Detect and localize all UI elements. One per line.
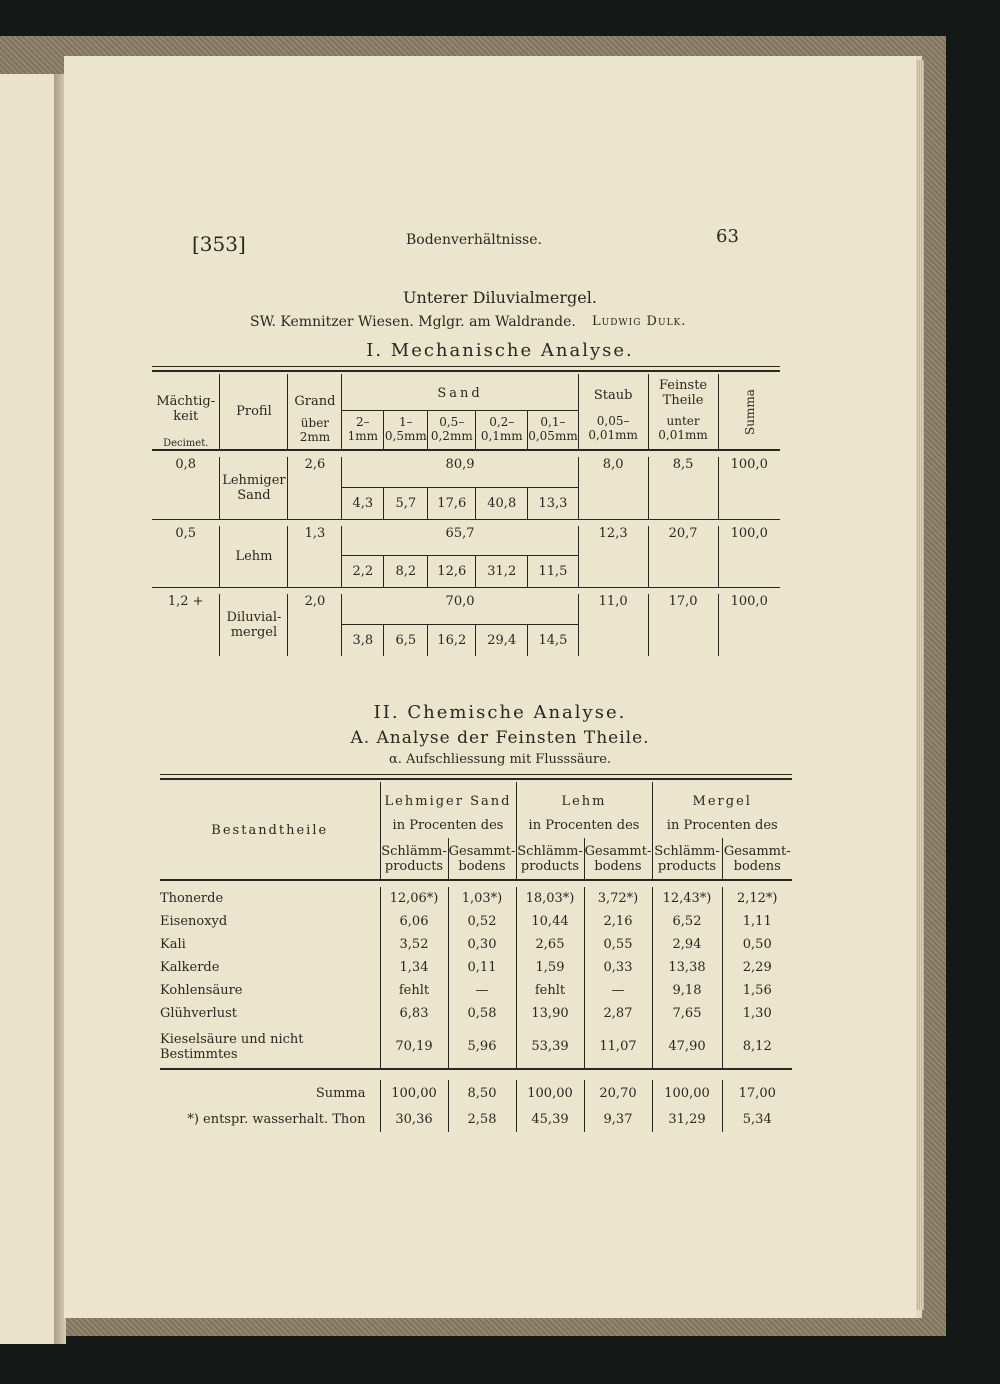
header-group: Lehmiger Sand xyxy=(380,782,516,812)
cell: — xyxy=(584,979,652,1002)
table-row xyxy=(160,1002,792,1025)
cell-sand: 4,3 xyxy=(342,487,384,519)
cell: 100,00 xyxy=(516,1080,584,1106)
header-sand-col: 1–0,5mm xyxy=(384,410,428,450)
cell: 12,06*) xyxy=(380,887,448,910)
cell-sand: 31,2 xyxy=(476,556,528,588)
cell: — xyxy=(448,979,516,1002)
section-a: A. Analyse der Feinsten Theile. xyxy=(350,728,650,748)
header-feinste-sub: unter 0,01mm xyxy=(648,410,718,450)
row-thon xyxy=(160,1106,792,1132)
row-label: Kohlensäure xyxy=(160,983,243,998)
cell: 0,55 xyxy=(584,933,652,956)
cell: 2,87 xyxy=(584,1002,652,1025)
cell-sand: 12,6 xyxy=(428,556,476,588)
cell: 2,65 xyxy=(516,933,584,956)
cell: 100,00 xyxy=(380,1080,448,1106)
row-summa xyxy=(160,1080,792,1106)
cell: fehlt xyxy=(516,979,584,1002)
cell-sand: 13,3 xyxy=(528,487,578,519)
cell: 5,96 xyxy=(448,1025,516,1069)
cell: 12,43*) xyxy=(652,887,722,910)
cell: 3,72*) xyxy=(584,887,652,910)
header-gesammt: Gesammt-bodens xyxy=(722,838,792,880)
header-gesammt: Gesammt-bodens xyxy=(584,838,652,880)
page-edge xyxy=(916,60,924,1310)
cell: fehlt xyxy=(380,979,448,1002)
cell: 1,03*) xyxy=(448,887,516,910)
header-in-procenten: in Procenten des xyxy=(380,812,516,838)
section-alpha: α. Aufschliessung mit Flusssäure. xyxy=(388,752,612,767)
table-row xyxy=(160,1025,792,1069)
header-sand-col: 0,2–0,1mm xyxy=(476,410,528,450)
cell: 18,03*) xyxy=(516,887,584,910)
cell-staub: 8,0 xyxy=(578,457,648,519)
header-feinste: Feinste Theile xyxy=(648,374,718,410)
cell: 0,50 xyxy=(722,933,792,956)
cell-profil: Diluvial-mergel xyxy=(220,594,288,656)
cell-summa: 100,0 xyxy=(718,594,780,656)
cell: 1,56 xyxy=(722,979,792,1002)
cell-staub: 12,3 xyxy=(578,526,648,588)
table-row xyxy=(160,933,792,956)
row-label: Thonerde xyxy=(160,891,224,906)
cell-sand: 17,6 xyxy=(428,487,476,519)
row-label: Kieselsäure und nicht Bestimmtes xyxy=(160,1031,304,1062)
chemical-analysis-table xyxy=(160,782,792,1132)
label-summa: Summa xyxy=(315,1085,366,1101)
section-chemical: II. Chemische Analyse. xyxy=(373,702,627,723)
row-label: Eisenoxyd xyxy=(160,914,228,929)
cell-sand-total: 80,9 xyxy=(342,457,578,487)
cell: 0,11 xyxy=(448,956,516,979)
cell-grand: 2,6 xyxy=(288,457,342,519)
cell: 10,44 xyxy=(516,910,584,933)
cell: 31,29 xyxy=(652,1106,722,1132)
cell-sand: 2,2 xyxy=(342,556,384,588)
cell: 8,12 xyxy=(722,1025,792,1069)
header-group: Lehm xyxy=(516,782,652,812)
cell: 17,00 xyxy=(722,1080,792,1106)
header-staub-sub: 0,05–0,01mm xyxy=(578,410,648,450)
cell: 2,58 xyxy=(448,1106,516,1132)
row-label: Glühverlust xyxy=(160,1006,237,1021)
cell: 13,90 xyxy=(516,1002,584,1025)
row-label: Kalkerde xyxy=(160,960,220,975)
running-head: Bodenverhältnisse. xyxy=(406,232,542,248)
header-sand: Sand xyxy=(342,374,578,410)
cell: 1,34 xyxy=(380,956,448,979)
title: Unterer Diluvialmergel. xyxy=(403,288,597,307)
header-grand: Grand xyxy=(288,374,342,410)
label-thon: *) entspr. wasserhalt. Thon xyxy=(187,1111,366,1127)
cell: 20,70 xyxy=(584,1080,652,1106)
cell-maechtigkeit: 1,2 + xyxy=(167,594,204,609)
cell: 6,52 xyxy=(652,910,722,933)
cell: 1,59 xyxy=(516,956,584,979)
header-gesammt: Gesammt-bodens xyxy=(448,838,516,880)
cell: 13,38 xyxy=(652,956,722,979)
cell: 2,94 xyxy=(652,933,722,956)
cell-sand: 3,8 xyxy=(342,624,384,656)
header-sand-col: 0,5–0,2mm xyxy=(428,410,476,450)
cell: 7,65 xyxy=(652,1002,722,1025)
header-sand-col: 0,1–0,05mm xyxy=(528,410,578,450)
cell: 53,39 xyxy=(516,1025,584,1069)
header-profil: Profil xyxy=(220,374,288,450)
cell: 6,06 xyxy=(380,910,448,933)
cell-sand: 14,5 xyxy=(528,624,578,656)
page-number-bracket: [353] xyxy=(192,232,246,256)
cell-grand: 2,0 xyxy=(288,594,342,656)
cell-feinste: 17,0 xyxy=(648,594,718,656)
cell: 45,39 xyxy=(516,1106,584,1132)
header-decimet: Decimet. xyxy=(163,438,209,449)
cell-profil: Lehmiger Sand xyxy=(220,457,288,519)
cell-summa: 100,0 xyxy=(718,457,780,519)
cell-feinste: 20,7 xyxy=(648,526,718,588)
cell-summa: 100,0 xyxy=(718,526,780,588)
cell: 2,29 xyxy=(722,956,792,979)
header-summa: Summa xyxy=(742,388,757,435)
header-schlaemm: Schlämm-products xyxy=(516,838,584,880)
mechanical-analysis-table xyxy=(152,374,780,656)
cell: 0,52 xyxy=(448,910,516,933)
cell-profil: Lehm xyxy=(220,526,288,588)
cell-sand-total: 70,0 xyxy=(342,594,578,624)
cell: 6,83 xyxy=(380,1002,448,1025)
author: Ludwig Dulk. xyxy=(592,314,687,329)
row-label: Kali xyxy=(160,937,186,952)
cell: 9,18 xyxy=(652,979,722,1002)
cell-sand: 5,7 xyxy=(384,487,428,519)
cell: 70,19 xyxy=(380,1025,448,1069)
cell: 3,52 xyxy=(380,933,448,956)
cell: 100,00 xyxy=(652,1080,722,1106)
cell-maechtigkeit: 0,8 xyxy=(175,457,197,472)
cell-grand: 1,3 xyxy=(288,526,342,588)
location: SW. Kemnitzer Wiesen. Mglgr. am Waldrande. xyxy=(250,314,576,330)
header-grand-sub: über 2mm xyxy=(288,410,342,450)
cell: 8,50 xyxy=(448,1080,516,1106)
cell: 11,07 xyxy=(584,1025,652,1069)
cell-sand-total: 65,7 xyxy=(342,526,578,556)
header-in-procenten: in Procenten des xyxy=(516,812,652,838)
header-bestandtheile: Bestandtheile xyxy=(211,823,329,838)
cell: 0,33 xyxy=(584,956,652,979)
header-in-procenten: in Procenten des xyxy=(652,812,792,838)
cell-sand: 6,5 xyxy=(384,624,428,656)
cell-sand: 16,2 xyxy=(428,624,476,656)
section-mechanical: I. Mechanische Analyse. xyxy=(366,340,634,361)
table-row xyxy=(160,887,792,910)
cell: 9,37 xyxy=(584,1106,652,1132)
table-row xyxy=(160,910,792,933)
cell: 0,30 xyxy=(448,933,516,956)
header-staub: Staub xyxy=(578,374,648,410)
cell: 30,36 xyxy=(380,1106,448,1132)
cell-feinste: 8,5 xyxy=(648,457,718,519)
table-row xyxy=(160,956,792,979)
cell: 0,58 xyxy=(448,1002,516,1025)
cell: 1,11 xyxy=(722,910,792,933)
cell-sand: 8,2 xyxy=(384,556,428,588)
cell: 5,34 xyxy=(722,1106,792,1132)
header-schlaemm: Schlämm-products xyxy=(380,838,448,880)
cell: 2,12*) xyxy=(722,887,792,910)
header-schlaemm: Schlämm-products xyxy=(652,838,722,880)
cell-sand: 29,4 xyxy=(476,624,528,656)
table-row xyxy=(160,979,792,1002)
header-maechtigkeit: Mächtig-keit xyxy=(156,394,216,424)
cell-staub: 11,0 xyxy=(578,594,648,656)
cell: 2,16 xyxy=(584,910,652,933)
header-sand-col: 2–1mm xyxy=(342,410,384,450)
cell: 1,30 xyxy=(722,1002,792,1025)
cell-sand: 40,8 xyxy=(476,487,528,519)
cell: 47,90 xyxy=(652,1025,722,1069)
page-number: 63 xyxy=(716,226,739,247)
cell-sand: 11,5 xyxy=(528,556,578,588)
cell-maechtigkeit: 0,5 xyxy=(175,525,197,541)
header-group: Mergel xyxy=(652,782,792,812)
